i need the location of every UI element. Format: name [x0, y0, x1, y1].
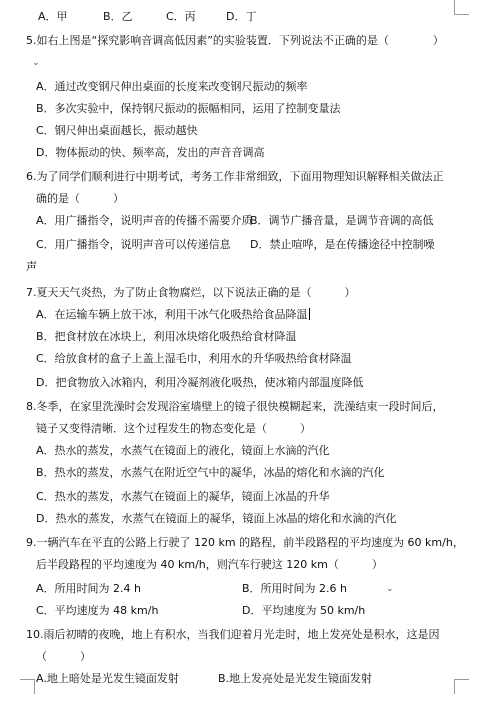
question-8-stem: 8.冬季，在家里洗澡时会发现浴室墙壁上的镜子很快模糊起来，洗澡结束一段时间后，: [26, 400, 444, 413]
crop-mark-bottom-left: [20, 679, 35, 694]
q10-option-b: B.地上发亮处是光发生镜面发射: [218, 672, 373, 685]
q8-option-a: A．热水的蒸发，水蒸气在镜面上的液化，镜面上水滴的汽化: [36, 444, 330, 457]
text-cursor: [309, 308, 310, 320]
q7-option-b: B．把食材放在冰块上，利用冰块熔化吸热给食材降温: [36, 330, 297, 343]
question-10-stem-cont: （ ）: [36, 650, 91, 663]
q8-option-c: C．热水的蒸发，水蒸气在镜面上的凝华，镜面上冰晶的升华: [36, 490, 330, 503]
question-10-stem: 10.雨后初晴的夜晚，地上有积水，当我们迎着月光走时，地上发亮处是积水，这是因: [26, 628, 440, 641]
q6-option-a: A．用广播指令，说明声音的传播不需要介质: [36, 214, 253, 227]
question-6-stem: 6.为了同学们顺利进行中期考试，考务工作非常细致，下面用物理知识解释相关做法正: [26, 170, 444, 183]
q7-option-a-text: A．在运输车辆上放干冰，利用干冰气化吸热给食品降温: [36, 308, 308, 321]
q6-option-b: B．调节广播音量，是调节音调的高低: [250, 214, 434, 227]
question-8-stem-cont: 镜子又变得清晰．这个过程发生的物态变化是（ ）: [36, 422, 311, 435]
top-option-c: C．丙: [166, 10, 196, 23]
top-option-b: B．乙: [103, 10, 133, 23]
question-9-stem-cont: 后半段路程的平均速度为 40 km/h，则汽车行驶这 120 km（ ）: [36, 558, 383, 571]
q9-option-d: D．平均速度为 50 km/h: [242, 604, 366, 617]
q7-option-c: C．给放食材的盒子上盖上湿毛巾，利用水的升华吸热给食材降温: [36, 352, 352, 365]
q5-option-d: D．物体振动的快、频率高，发出的声音音调高: [36, 146, 265, 159]
q9-option-a: A．所用时间为 2.4 h: [36, 582, 141, 595]
q6-option-d: D．禁止喧哗，是在传播途径中控制噪: [250, 238, 435, 251]
q5-option-b: B．多次实验中，保持钢尺振动的振幅相同，运用了控制变量法: [36, 102, 341, 115]
top-option-a: A．甲: [38, 10, 68, 23]
proof-mark: ⌄: [386, 584, 394, 594]
proof-mark: ⌄: [32, 58, 40, 68]
crop-mark-bottom-right: [454, 679, 469, 694]
top-option-d: D．丁: [226, 10, 257, 23]
q8-option-d: D．热水的蒸发，水蒸气在镜面上的凝华，镜面上冰晶的熔化和水滴的汽化: [36, 512, 397, 525]
question-5-stem: 5.如右上图是“探究影响音调高低因素”的实验装置．下列说法不正确的是（ ）: [26, 34, 444, 47]
q9-option-c: C．平均速度为 48 km/h: [36, 604, 159, 617]
q5-option-c: C．钢尺伸出桌面越长，振动越快: [36, 124, 198, 137]
q6-option-d-cont: 声: [26, 260, 37, 273]
q9-option-b: B．所用时间为 2.6 h: [242, 582, 348, 595]
q5-option-a: A．通过改变钢尺伸出桌面的长度来改变钢尺振动的频率: [36, 80, 308, 93]
q10-option-a: A.地上暗处是光发生镜面发射: [36, 672, 179, 685]
q6-option-c: C．用广播指令，说明声音可以传递信息: [36, 238, 231, 251]
q8-option-b: B．热水的蒸发，水蒸气在附近空气中的凝华，冰晶的熔化和水滴的汽化: [36, 466, 385, 479]
question-9-stem: 9.一辆汽车在平直的公路上行驶了 120 km 的路程，前半段路程的平均速度为 60 km/h，: [26, 536, 464, 549]
question-6-stem-cont: 确的是（ ）: [36, 192, 124, 205]
q7-option-d: D．把食物放入冰箱内，利用冷凝剂液化吸热，使冰箱内部温度降低: [36, 376, 364, 389]
crop-mark-top-right: [454, 0, 469, 15]
question-7-stem: 7.夏天天气炎热，为了防止食物腐烂，以下说法正确的是（ ）: [26, 286, 356, 299]
q7-option-a: [36, 308, 310, 322]
